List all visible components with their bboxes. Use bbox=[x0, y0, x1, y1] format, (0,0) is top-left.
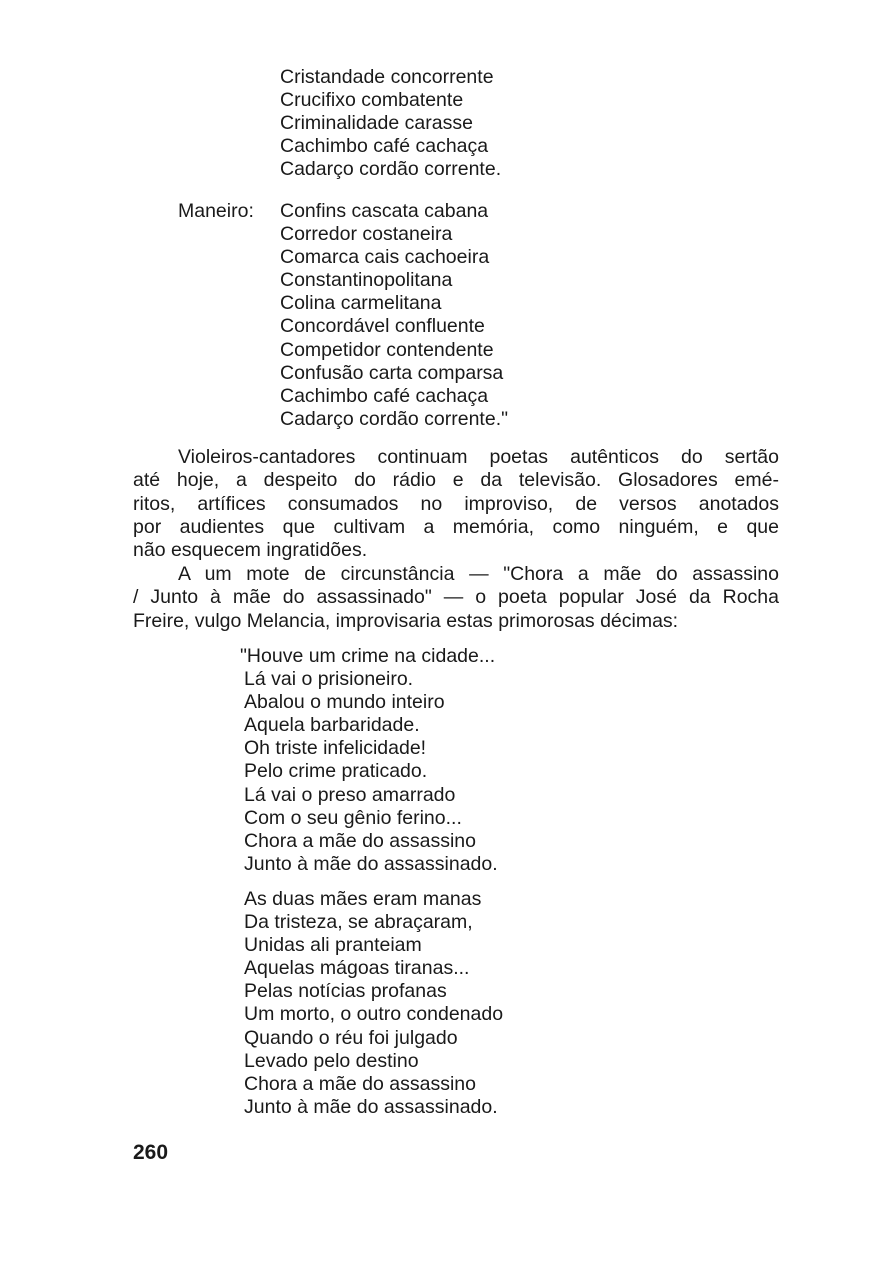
paragraph-mote bbox=[133, 563, 779, 633]
verse-line: Junto à mãe do assassinado. bbox=[244, 1095, 498, 1118]
paragraph-line: ritos, artífices consumados no improviso, de versos anotados bbox=[133, 492, 779, 515]
verse-line: Levado pelo destino bbox=[244, 1049, 419, 1072]
verse-line: Corredor costaneira bbox=[280, 223, 453, 246]
verse-line: Confins cascata cabana bbox=[280, 200, 489, 222]
paragraph-line: até hoje, a despeito do rádio e da televisão. Glosadores emé- bbox=[133, 469, 779, 492]
verse-line: Um morto, o outro condenado bbox=[244, 1003, 504, 1026]
verse-line: Colina carmelitana bbox=[280, 292, 442, 315]
verse-line: "Houve um crime na cidade... bbox=[240, 645, 496, 667]
decima-1 bbox=[240, 645, 498, 876]
verse-line: Pelo crime praticado. bbox=[244, 760, 428, 783]
verse-line: Lá vai o prisioneiro. bbox=[244, 668, 414, 691]
paragraph-line: Freire, vulgo Melancia, improvisaria estas primorosas décimas: bbox=[133, 609, 679, 632]
stanza-2 bbox=[280, 200, 508, 431]
page-number: 260 bbox=[133, 1141, 169, 1164]
paragraph-line: Violeiros-cantadores continuam poetas autênticos do sertão bbox=[178, 446, 779, 468]
verse-line: Competidor contendente bbox=[280, 338, 494, 361]
verse-line: Chora a mãe do assassino bbox=[244, 829, 476, 852]
verse-line: Quando o réu foi julgado bbox=[244, 1026, 458, 1049]
verse-line: Oh triste infelicidade! bbox=[244, 737, 427, 760]
paragraph-line: não esquecem ingratidões. bbox=[133, 539, 368, 562]
decima-2 bbox=[244, 888, 503, 1119]
paragraph-line: A um mote de circunstância — "Chora a mãe do assassino bbox=[178, 563, 779, 585]
verse-line: Cristandade concorrente bbox=[280, 66, 494, 88]
verse-line: Aquelas mágoas tiranas... bbox=[244, 957, 470, 980]
verse-line: Aquela barbaridade. bbox=[244, 714, 420, 737]
verse-line: Crucifixo combatente bbox=[280, 89, 464, 112]
verse-line: Da tristeza, se abraçaram, bbox=[244, 911, 473, 934]
paragraph-line: / Junto à mãe do assassinado" — o poeta popular José da Rocha bbox=[133, 586, 779, 609]
verse-line: Confusão carta comparsa bbox=[280, 361, 504, 384]
verse-line: Com o seu gênio ferino... bbox=[244, 806, 462, 829]
verse-line: Cadarço cordão corrente. bbox=[280, 158, 502, 181]
speaker-label: Maneiro: bbox=[178, 200, 254, 222]
verse-line: Chora a mãe do assassino bbox=[244, 1072, 476, 1095]
verse-line: Cachimbo café cachaça bbox=[280, 384, 489, 407]
verse-line: As duas mães eram manas bbox=[244, 888, 482, 910]
verse-line: Criminalidade carasse bbox=[280, 112, 473, 135]
paragraph-line: por audientes que cultivam a memória, como ninguém, e que bbox=[133, 515, 779, 538]
paragraph-violeiros bbox=[133, 446, 779, 562]
verse-line: Comarca cais cachoeira bbox=[280, 246, 490, 269]
verse-line: Cachimbo café cachaça bbox=[280, 135, 489, 158]
verse-line: Concordável confluente bbox=[280, 315, 485, 338]
verse-line: Lá vai o preso amarrado bbox=[244, 783, 456, 806]
verse-line: Pelas notícias profanas bbox=[244, 980, 447, 1003]
stanza-1 bbox=[280, 66, 501, 181]
verse-line: Constantinopolitana bbox=[280, 269, 453, 292]
verse-line: Unidas ali pranteiam bbox=[244, 934, 422, 957]
verse-line: Abalou o mundo inteiro bbox=[244, 691, 445, 714]
verse-line: Cadarço cordão corrente." bbox=[280, 407, 509, 430]
verse-line: Junto à mãe do assassinado. bbox=[244, 852, 498, 875]
